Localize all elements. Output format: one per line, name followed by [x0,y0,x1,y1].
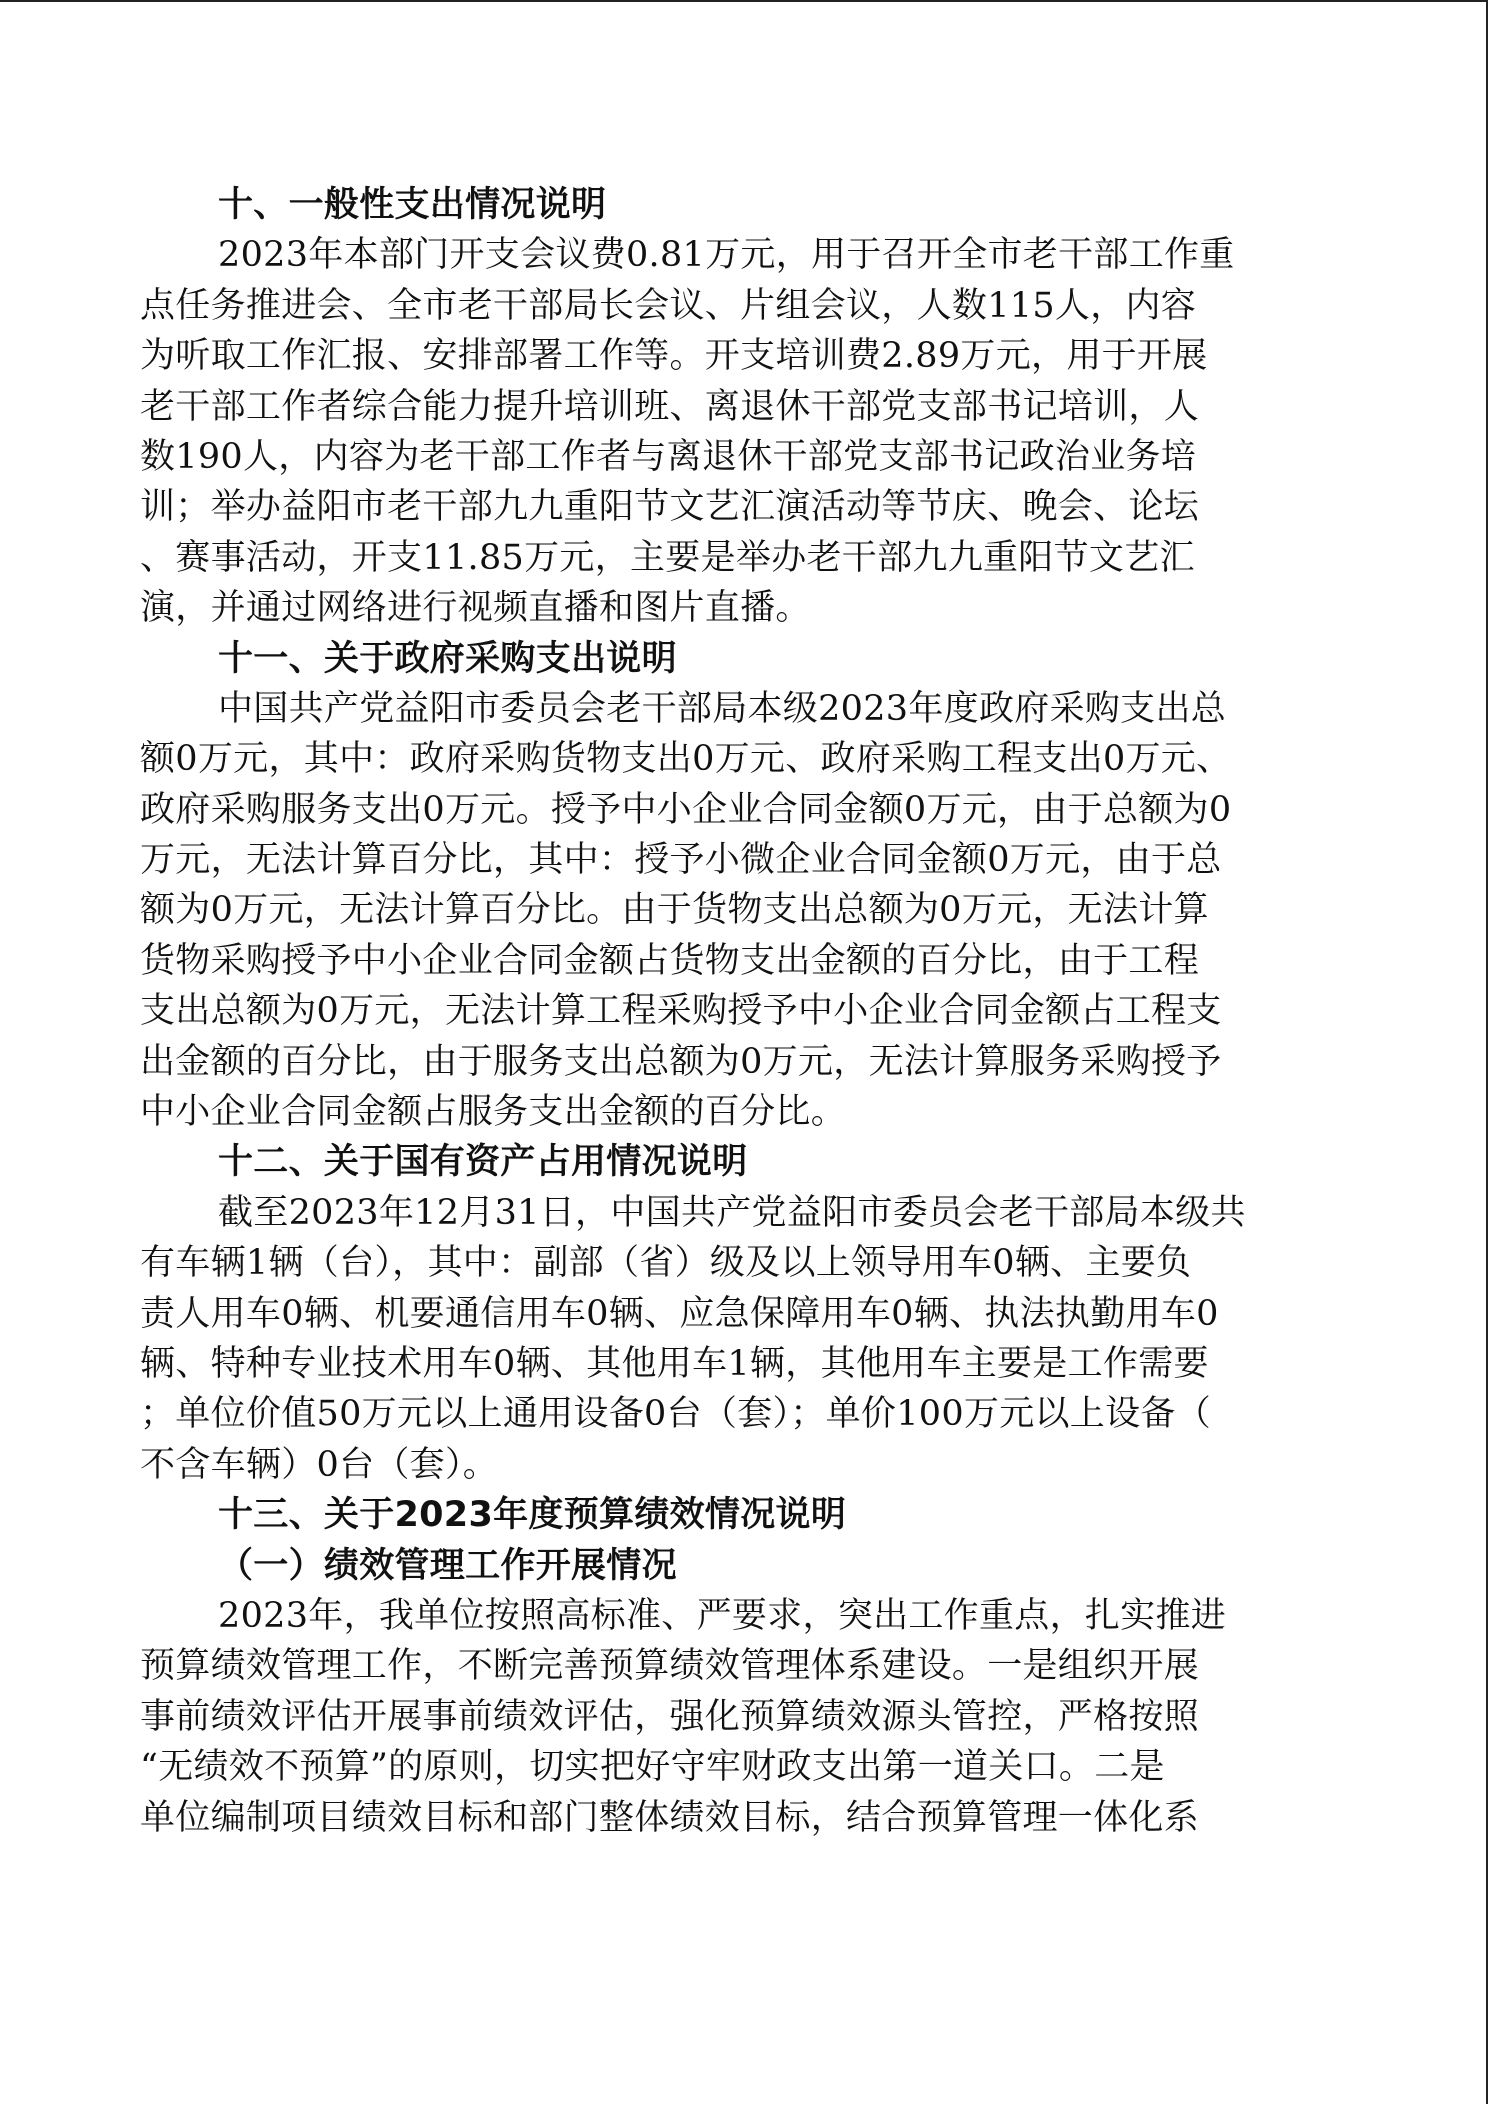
paragraph-line: 训；举办益阳市老干部九九重阳节文艺汇演活动等节庆、晚会、论坛 [140,487,1200,528]
section-heading-13: 十三、关于2023年度预算绩效情况说明 [218,1495,847,1536]
paragraph-line: 事前绩效评估开展事前绩效评估，强化预算绩效源头管控，严格按照 [140,1696,1200,1737]
paragraph-line: 2023年本部门开支会议费0.81万元，用于召开全市老干部工作重 [218,235,1235,276]
paragraph-line: 责人用车0辆、机要通信用车0辆、应急保障用车0辆、执法执勤用车0 [140,1293,1219,1334]
paragraph-line: 中小企业合同金额占服务支出金额的百分比。 [140,1092,847,1133]
paragraph-line: 、赛事活动，开支11.85万元，主要是举办老干部九九重阳节文艺汇 [140,537,1195,578]
paragraph-line: 万元，无法计算百分比，其中：授予小微企业合同金额0万元，由于总 [140,840,1222,881]
paragraph-line: 政府采购服务支出0万元。授予中小企业合同金额0万元，由于总额为0 [140,789,1232,830]
paragraph-line: 预算绩效管理工作，不断完善预算绩效管理体系建设。一是组织开展 [140,1646,1200,1687]
paragraph-line: 为听取工作汇报、安排部署工作等。开支培训费2.89万元，用于开展 [140,336,1208,377]
paragraph-line: 额0万元，其中：政府采购货物支出0万元、政府采购工程支出0万元、 [140,739,1232,780]
paragraph-line: ；单位价值50万元以上通用设备0台（套）；单价100万元以上设备（ [140,1394,1212,1435]
paragraph-line: 单位编制项目绩效目标和部门整体绩效目标，结合预算管理一体化系 [140,1797,1200,1838]
paragraph-line: 2023年，我单位按照高标准、严要求，突出工作重点，扎实推进 [218,1595,1227,1636]
section-heading-12: 十二、关于国有资产占用情况说明 [218,1142,748,1183]
document-body [140,180,1335,1843]
paragraph-line: 额为0万元，无法计算百分比。由于货物支出总额为0万元，无法计算 [140,890,1209,931]
paragraph-line: 不含车辆）0台（套）。 [140,1444,499,1485]
paragraph-line: 有车辆1辆（台），其中：副部（省）级及以上领导用车0辆、主要负 [140,1243,1192,1284]
paragraph-line: 演，并通过网络进行视频直播和图片直播。 [140,588,811,629]
paragraph-line: 数190人，内容为老干部工作者与离退休干部党支部书记政治业务培 [140,436,1197,477]
paragraph-line: 点任务推进会、全市老干部局长会议、片组会议，人数115人，内容 [140,285,1197,326]
section-heading-10: 十、一般性支出情况说明 [218,185,607,225]
paragraph-line: 截至2023年12月31日，中国共产党益阳市委员会老干部局本级共 [218,1192,1246,1233]
paragraph-line: 老干部工作者综合能力提升培训班、离退休干部党支部书记培训，人 [140,386,1200,427]
paragraph-line: 支出总额为0万元，无法计算工程采购授予中小企业合同金额占工程支 [140,991,1222,1032]
section-heading-11: 十一、关于政府采购支出说明 [218,638,677,679]
paragraph-line: “无绩效不预算”的原则，切实把好守牢财政支出第一道关口。二是 [140,1747,1165,1788]
paragraph-line: 辆、特种专业技术用车0辆、其他用车1辆，其他用车主要是工作需要 [140,1343,1209,1384]
paragraph-line: 出金额的百分比，由于服务支出总额为0万元，无法计算服务采购授予 [140,1041,1222,1082]
paragraph-line: 货物采购授予中小企业合同金额占货物支出金额的百分比，由于工程 [140,940,1200,981]
paragraph-line: 中国共产党益阳市委员会老干部局本级2023年度政府采购支出总 [218,688,1227,729]
subsection-heading-1: （一）绩效管理工作开展情况 [218,1545,677,1586]
